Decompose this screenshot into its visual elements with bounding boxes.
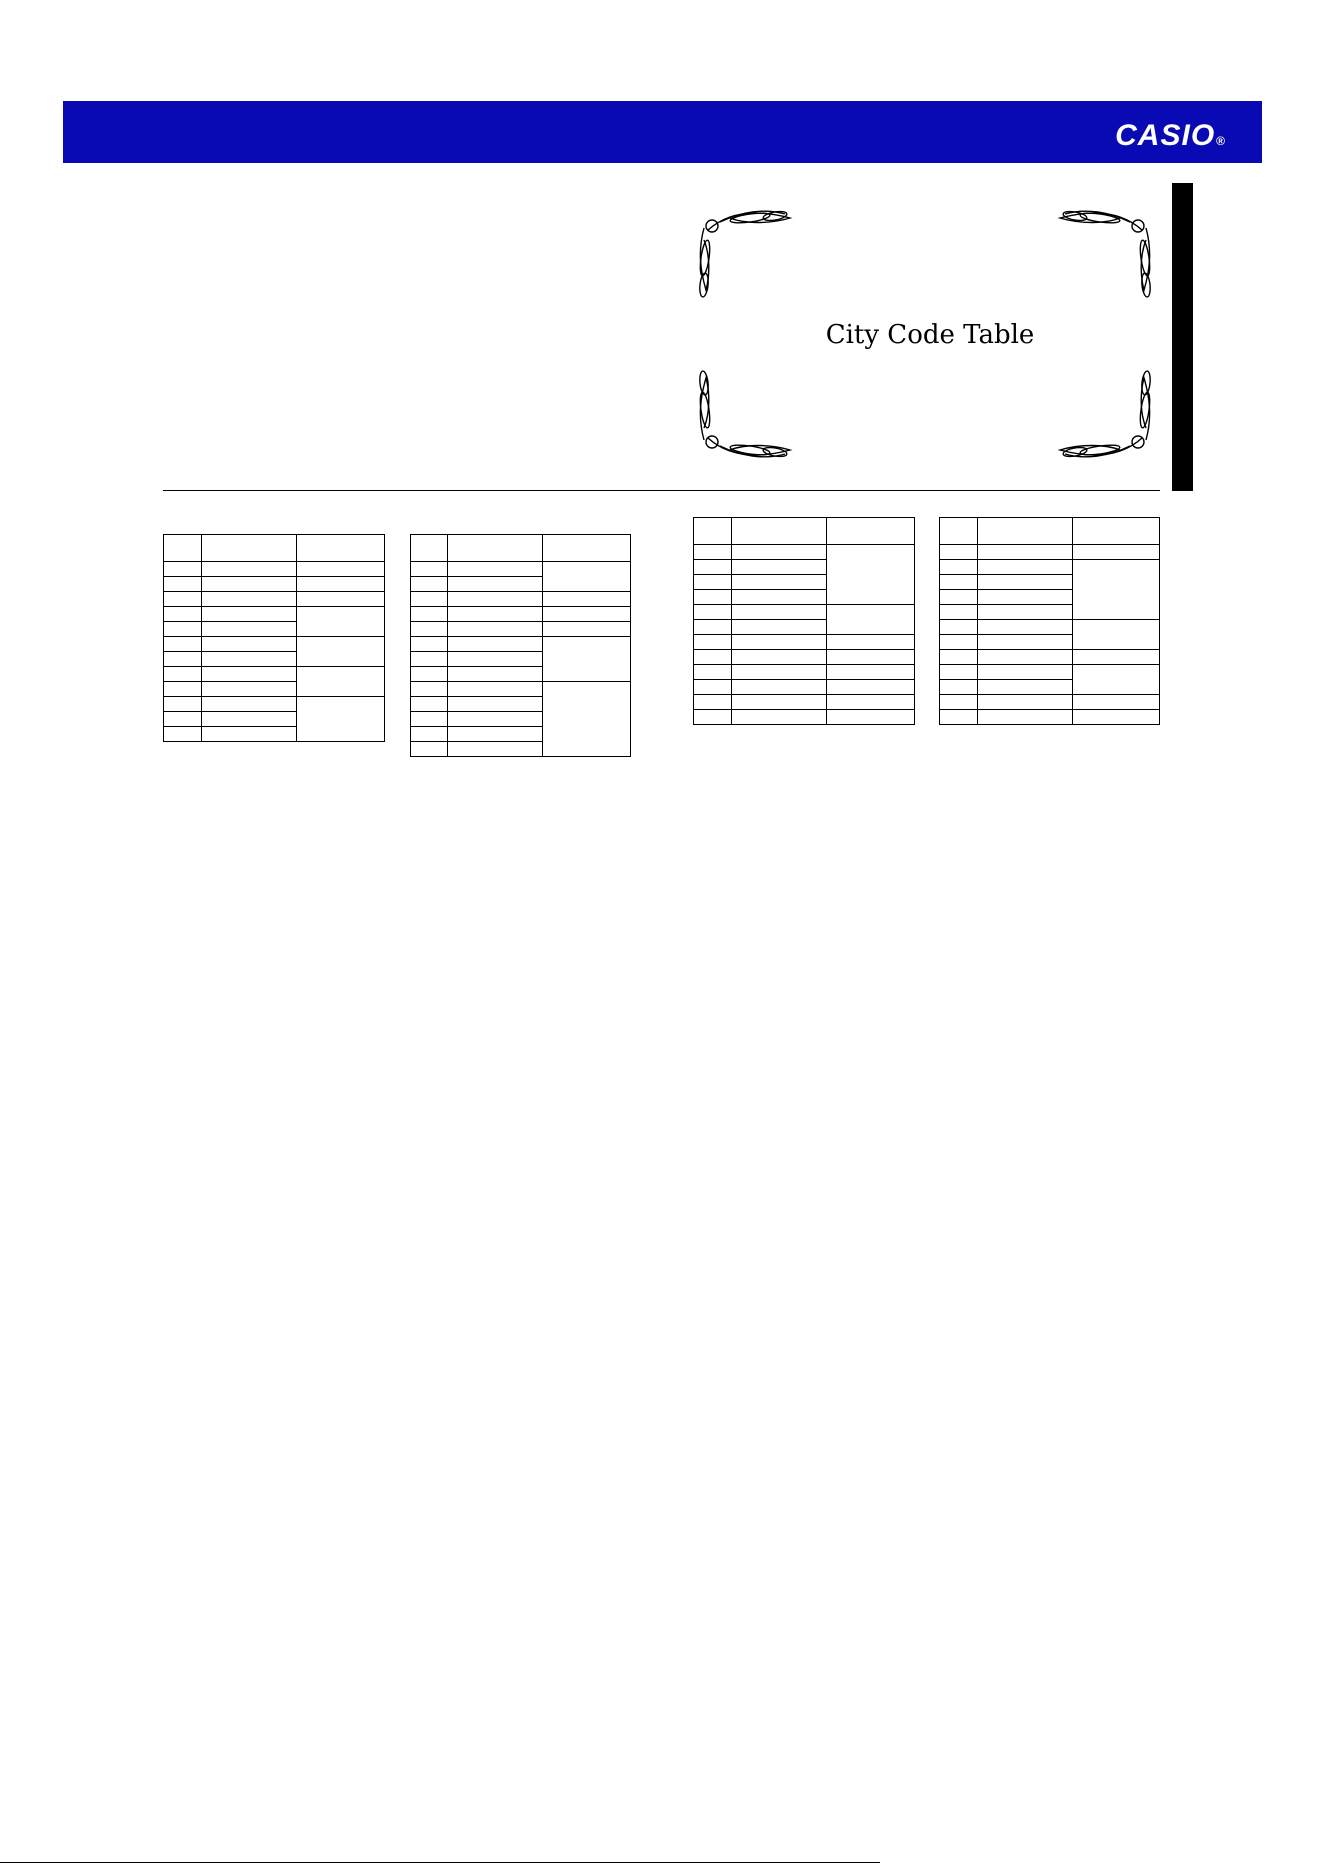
table-cell bbox=[164, 592, 202, 607]
table-cell bbox=[694, 665, 732, 680]
page-title: City Code Table bbox=[825, 320, 1035, 350]
side-tab bbox=[1172, 183, 1193, 491]
table-row bbox=[164, 577, 385, 592]
table-cell-merged bbox=[543, 592, 631, 607]
table-row bbox=[940, 710, 1160, 725]
table-cell bbox=[978, 545, 1073, 560]
table-cell bbox=[940, 665, 978, 680]
table-cell bbox=[202, 727, 296, 742]
table-cell bbox=[202, 592, 296, 607]
table-row bbox=[694, 635, 915, 650]
table-row bbox=[164, 562, 385, 577]
header-cell bbox=[978, 518, 1073, 545]
table-cell bbox=[694, 590, 732, 605]
table-cell bbox=[202, 577, 296, 592]
table-cell-merged bbox=[543, 622, 631, 637]
flourish-top-right bbox=[1060, 210, 1151, 297]
table-cell-merged bbox=[1073, 695, 1160, 710]
flourish-top-left bbox=[699, 210, 790, 297]
table-cell bbox=[448, 637, 543, 652]
header-cell bbox=[827, 518, 915, 545]
table-cell bbox=[978, 560, 1073, 575]
table-cell bbox=[411, 622, 448, 637]
table-header-row bbox=[164, 535, 385, 562]
table-row bbox=[940, 620, 1160, 635]
table-cell bbox=[732, 590, 827, 605]
table-cell bbox=[978, 635, 1073, 650]
table-cell-merged bbox=[827, 635, 915, 650]
table-cell bbox=[694, 650, 732, 665]
header-cell bbox=[694, 518, 732, 545]
table-cell bbox=[448, 712, 543, 727]
table-row bbox=[411, 562, 631, 577]
table-row bbox=[411, 607, 631, 622]
table-cell bbox=[164, 682, 202, 697]
table-cell bbox=[411, 682, 448, 697]
table-cell bbox=[448, 667, 543, 682]
table-cell bbox=[202, 712, 296, 727]
table-row bbox=[694, 545, 915, 560]
table-cell bbox=[448, 652, 543, 667]
table-cell bbox=[732, 545, 827, 560]
city-code-table-4 bbox=[939, 517, 1160, 725]
table-cell bbox=[448, 607, 543, 622]
table-cell bbox=[202, 667, 296, 682]
table-cell-merged bbox=[543, 562, 631, 592]
table-cell bbox=[694, 635, 732, 650]
table-cell bbox=[732, 560, 827, 575]
table-cell bbox=[164, 712, 202, 727]
table-cell bbox=[202, 697, 296, 712]
table-cell bbox=[694, 620, 732, 635]
table-cell bbox=[411, 697, 448, 712]
flourish-bottom-right bbox=[1060, 371, 1151, 458]
table-cell bbox=[202, 682, 296, 697]
table-cell-merged bbox=[296, 637, 384, 667]
table-cell bbox=[940, 620, 978, 635]
table-cell bbox=[978, 605, 1073, 620]
table-cell bbox=[448, 697, 543, 712]
table-cell bbox=[978, 575, 1073, 590]
table-cell-merged bbox=[296, 667, 384, 697]
table-cell bbox=[732, 635, 827, 650]
table-cell bbox=[978, 590, 1073, 605]
city-code-table-2 bbox=[410, 534, 631, 757]
table-cell bbox=[732, 605, 827, 620]
table-cell-merged bbox=[543, 637, 631, 682]
table-cell bbox=[202, 622, 296, 637]
table-cell bbox=[202, 637, 296, 652]
table-cell-merged bbox=[827, 650, 915, 665]
table-row bbox=[940, 560, 1160, 575]
table-cell bbox=[202, 607, 296, 622]
table-cell bbox=[164, 697, 202, 712]
table-row bbox=[940, 695, 1160, 710]
table-cell-merged bbox=[827, 665, 915, 680]
table-cell-merged bbox=[1073, 545, 1160, 560]
table-cell bbox=[940, 545, 978, 560]
table-cell bbox=[448, 742, 543, 757]
table-header-row bbox=[411, 535, 631, 562]
table-cell-merged bbox=[296, 562, 384, 577]
table-cell bbox=[164, 637, 202, 652]
table-cell bbox=[732, 650, 827, 665]
table-cell bbox=[448, 577, 543, 592]
table-cell bbox=[411, 637, 448, 652]
table-cell bbox=[940, 590, 978, 605]
header-cell bbox=[202, 535, 296, 562]
table-cell bbox=[448, 622, 543, 637]
table-cell bbox=[694, 605, 732, 620]
table-cell bbox=[940, 575, 978, 590]
table-cell bbox=[940, 605, 978, 620]
table-cell-merged bbox=[1073, 710, 1160, 725]
table-cell bbox=[978, 695, 1073, 710]
table-cell bbox=[940, 710, 978, 725]
table-cell-merged bbox=[1073, 665, 1160, 695]
table-cell bbox=[164, 622, 202, 637]
table-row bbox=[164, 607, 385, 622]
table-cell-merged bbox=[827, 710, 915, 725]
table-cell bbox=[411, 652, 448, 667]
table-row bbox=[940, 665, 1160, 680]
header-cell bbox=[164, 535, 202, 562]
table-cell bbox=[940, 635, 978, 650]
header-cell bbox=[732, 518, 827, 545]
table-cell bbox=[732, 665, 827, 680]
header-cell bbox=[940, 518, 978, 545]
table-cell-merged bbox=[296, 577, 384, 592]
table-cell bbox=[978, 620, 1073, 635]
table-cell bbox=[940, 680, 978, 695]
table-cell bbox=[448, 682, 543, 697]
table-cell bbox=[164, 667, 202, 682]
table-cell bbox=[164, 652, 202, 667]
table-cell bbox=[732, 575, 827, 590]
table-row bbox=[411, 622, 631, 637]
table-cell-merged bbox=[1073, 560, 1160, 620]
flourish-bottom-left bbox=[699, 371, 790, 458]
table-cell bbox=[164, 577, 202, 592]
table-cell bbox=[411, 592, 448, 607]
table-cell bbox=[732, 620, 827, 635]
table-row bbox=[940, 545, 1160, 560]
table-cell-merged bbox=[296, 697, 384, 742]
table-cell bbox=[732, 680, 827, 695]
city-code-table-1 bbox=[163, 534, 385, 742]
table-cell bbox=[164, 727, 202, 742]
header-cell bbox=[448, 535, 543, 562]
table-cell bbox=[978, 665, 1073, 680]
table-cell bbox=[411, 742, 448, 757]
table-cell bbox=[411, 727, 448, 742]
table-row bbox=[164, 697, 385, 712]
table-cell bbox=[694, 695, 732, 710]
table-row bbox=[694, 680, 915, 695]
table-cell bbox=[411, 667, 448, 682]
table-cell bbox=[202, 562, 296, 577]
table-cell bbox=[411, 562, 448, 577]
city-code-table-3 bbox=[693, 517, 915, 725]
table-header-row bbox=[694, 518, 915, 545]
table-row bbox=[411, 637, 631, 652]
table-cell bbox=[940, 650, 978, 665]
table-cell bbox=[411, 607, 448, 622]
header-cell bbox=[296, 535, 384, 562]
table-cell bbox=[448, 727, 543, 742]
table-cell bbox=[940, 560, 978, 575]
header-cell bbox=[1073, 518, 1160, 545]
table-cell-merged bbox=[827, 545, 915, 605]
table-cell bbox=[202, 652, 296, 667]
table-cell bbox=[978, 650, 1073, 665]
table-cell bbox=[694, 680, 732, 695]
divider-rule bbox=[163, 490, 1160, 491]
table-cell bbox=[411, 577, 448, 592]
table-cell bbox=[694, 545, 732, 560]
table-cell-merged bbox=[543, 607, 631, 622]
table-cell bbox=[732, 695, 827, 710]
table-cell-merged bbox=[543, 682, 631, 757]
header-cell bbox=[543, 535, 631, 562]
table-cell bbox=[694, 575, 732, 590]
table-cell bbox=[978, 710, 1073, 725]
table-cell-merged bbox=[1073, 650, 1160, 665]
footer-line bbox=[0, 1862, 880, 1863]
table-cell bbox=[411, 712, 448, 727]
header-cell bbox=[411, 535, 448, 562]
table-cell bbox=[940, 695, 978, 710]
table-cell bbox=[694, 710, 732, 725]
casio-logo: CASIO® bbox=[1115, 119, 1226, 152]
table-cell-merged bbox=[296, 607, 384, 637]
table-row bbox=[164, 637, 385, 652]
table-cell bbox=[448, 562, 543, 577]
table-cell-merged bbox=[827, 680, 915, 695]
table-cell-merged bbox=[296, 592, 384, 607]
table-row bbox=[940, 650, 1160, 665]
table-cell bbox=[164, 607, 202, 622]
table-row bbox=[164, 667, 385, 682]
table-cell-merged bbox=[827, 605, 915, 635]
table-cell bbox=[732, 710, 827, 725]
table-row bbox=[694, 695, 915, 710]
table-row bbox=[411, 682, 631, 697]
table-cell-merged bbox=[827, 695, 915, 710]
table-cell bbox=[448, 592, 543, 607]
table-row bbox=[694, 710, 915, 725]
table-cell bbox=[164, 562, 202, 577]
table-row bbox=[694, 605, 915, 620]
header-band bbox=[63, 101, 1262, 163]
table-cell-merged bbox=[1073, 620, 1160, 650]
table-header-row bbox=[940, 518, 1160, 545]
table-row bbox=[411, 592, 631, 607]
table-cell bbox=[978, 680, 1073, 695]
table-row bbox=[164, 592, 385, 607]
table-row bbox=[694, 665, 915, 680]
table-cell bbox=[694, 560, 732, 575]
table-row bbox=[694, 650, 915, 665]
